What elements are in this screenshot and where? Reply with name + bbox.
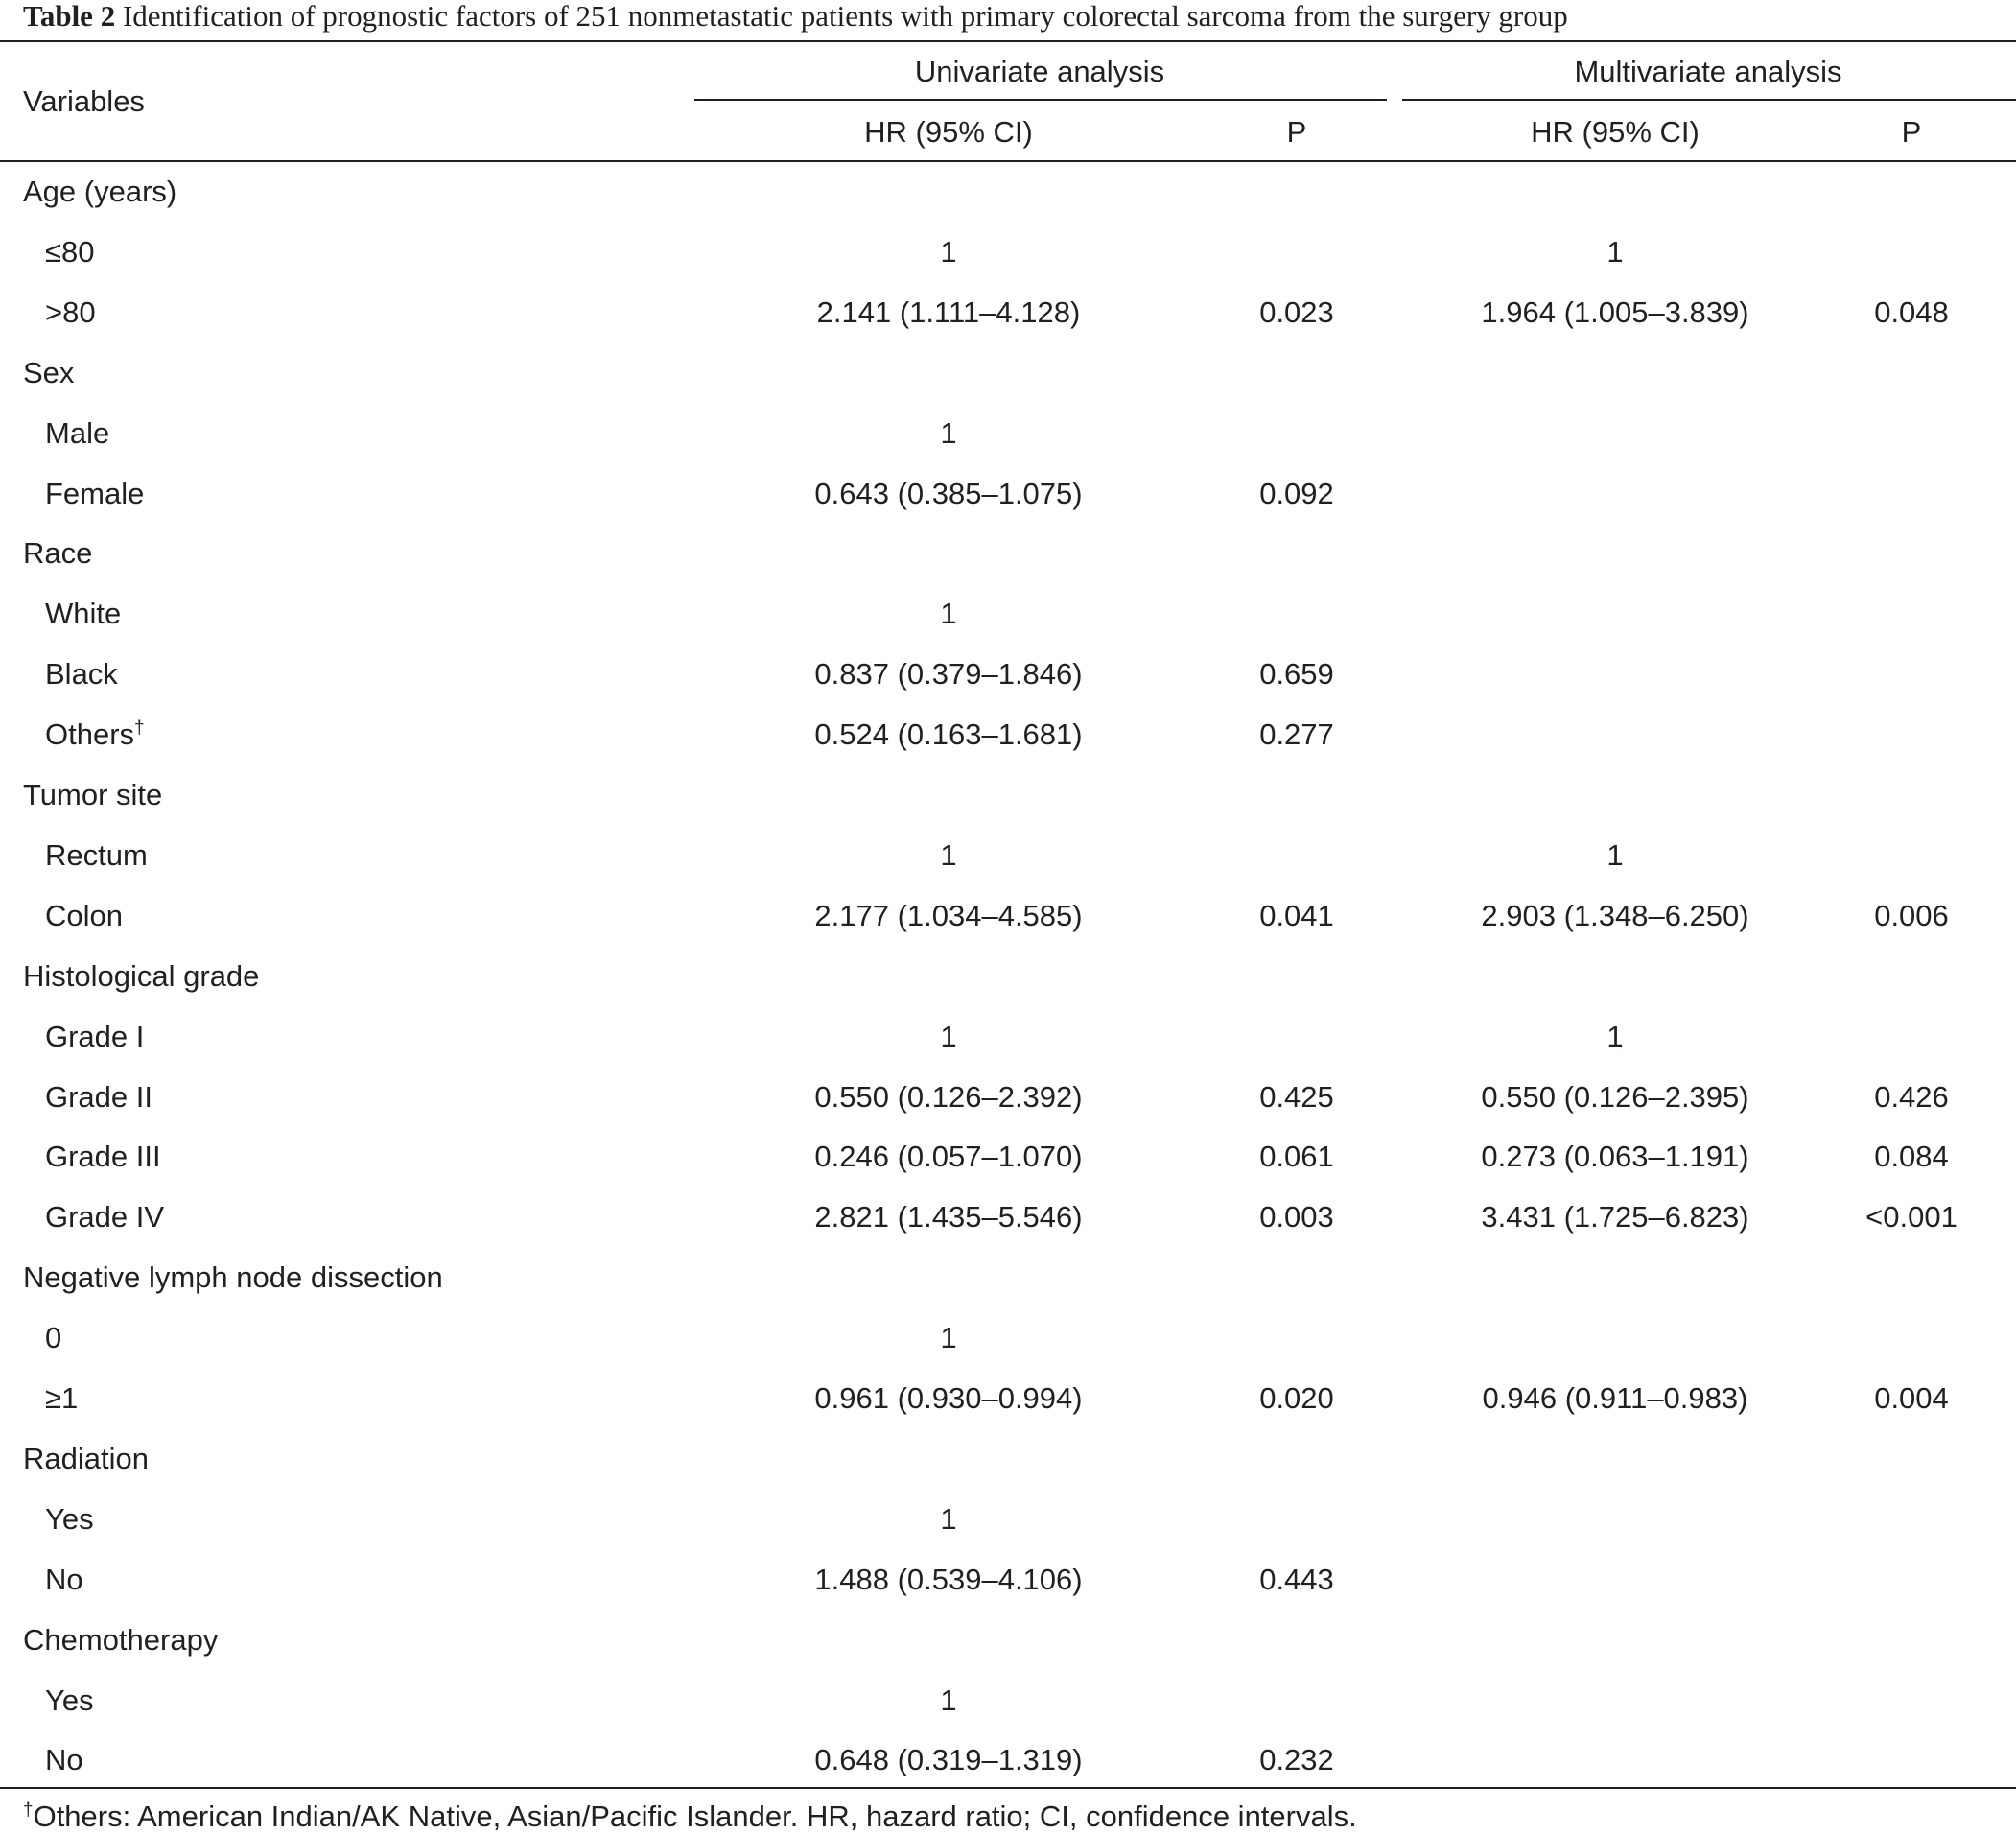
row-label — [45, 295, 96, 330]
row-label-text: Sex — [23, 356, 75, 389]
cell-uni-hr: 1 — [940, 235, 957, 269]
row-label — [45, 899, 123, 933]
cell-uni-p: 0.277 — [1259, 718, 1334, 751]
row-label-text: Black — [45, 657, 118, 691]
row-label-text: Rectum — [45, 838, 148, 872]
row-label-text: 0 — [45, 1321, 62, 1354]
group-label — [23, 778, 162, 812]
cell-multi-p: 0.084 — [1874, 1140, 1949, 1173]
cell-uni-hr: 1 — [940, 1683, 957, 1717]
row-label-text: Grade II — [45, 1080, 152, 1114]
cell-uni-hr: 0.550 (0.126–2.392) — [814, 1080, 1083, 1114]
cell-uni-p: 0.003 — [1259, 1200, 1334, 1234]
row-label-text: Grade III — [45, 1140, 161, 1173]
group-label — [23, 959, 259, 994]
cell-uni-p: 0.023 — [1259, 295, 1334, 329]
table-caption-text: Identification of prognostic factors of 251 nonmetastatic patients with primary colorectal sarcoma from the surgery group — [122, 0, 1568, 33]
row-label-text: Male — [45, 416, 110, 450]
cell-uni-hr: 1 — [940, 838, 957, 872]
row-label-text: Race — [23, 536, 93, 570]
row-label-text: ≥1 — [45, 1381, 79, 1415]
cell-multi-hr: 1 — [1606, 1020, 1624, 1053]
header-uni-hr: HR (95% CI) — [864, 115, 1033, 149]
row-label-text: White — [45, 597, 122, 630]
cell-multi-hr: 2.903 (1.348–6.250) — [1481, 899, 1749, 932]
row-label-text: ≤80 — [45, 235, 95, 269]
cell-uni-hr: 1 — [940, 1502, 957, 1536]
cell-uni-p: 0.659 — [1259, 657, 1334, 691]
cell-multi-hr: 0.550 (0.126–2.395) — [1481, 1080, 1749, 1114]
cell-multi-p: <0.001 — [1865, 1200, 1957, 1234]
cell-multi-p: 0.426 — [1874, 1080, 1949, 1114]
row-label-text: Age (years) — [23, 175, 177, 208]
multivariate-rule — [1402, 99, 2016, 101]
row-label-text: Negative lymph node dissection — [23, 1260, 443, 1294]
row-label-text: Grade IV — [45, 1200, 165, 1234]
header-variables: Variables — [23, 84, 145, 118]
cell-multi-hr: 0.946 (0.911–0.983) — [1482, 1381, 1748, 1415]
row-label — [45, 1020, 144, 1054]
cell-multi-p: 0.006 — [1874, 899, 1949, 932]
cell-uni-hr: 0.648 (0.319–1.319) — [814, 1743, 1083, 1776]
bottom-rule — [0, 1787, 2016, 1789]
cell-uni-hr: 1 — [940, 1020, 957, 1053]
footnote-mark: † — [23, 1800, 34, 1821]
cell-uni-p: 0.425 — [1259, 1080, 1334, 1114]
group-label — [23, 1442, 149, 1476]
row-label — [45, 657, 118, 692]
row-label-text: No — [45, 1743, 83, 1776]
cell-uni-hr: 0.961 (0.930–0.994) — [814, 1381, 1083, 1415]
row-label — [45, 477, 144, 511]
cell-multi-hr: 1 — [1606, 838, 1624, 872]
univariate-rule — [694, 99, 1387, 101]
row-label-text: Yes — [45, 1683, 94, 1717]
row-label — [45, 1683, 94, 1718]
header-multi-p: P — [1901, 115, 1922, 149]
cell-uni-hr: 2.177 (1.034–4.585) — [814, 899, 1083, 932]
row-label — [45, 1200, 164, 1235]
row-label — [45, 718, 145, 752]
group-label — [23, 356, 74, 390]
top-rule — [0, 40, 2016, 42]
row-label-text: >80 — [45, 295, 96, 329]
row-label — [45, 1743, 83, 1777]
cell-uni-hr: 2.141 (1.111–4.128) — [816, 295, 1081, 329]
row-label — [45, 1321, 61, 1355]
cell-uni-hr: 1 — [940, 1321, 957, 1354]
cell-uni-p: 0.020 — [1259, 1381, 1334, 1415]
row-label-text: Others — [45, 718, 135, 751]
cell-multi-p: 0.004 — [1874, 1381, 1949, 1415]
group-label — [23, 1623, 218, 1658]
table-caption — [23, 0, 1568, 33]
row-label — [45, 235, 95, 270]
cell-multi-hr: 0.273 (0.063–1.191) — [1481, 1140, 1749, 1173]
header-univariate: Univariate analysis — [914, 55, 1165, 88]
row-label — [45, 1140, 161, 1174]
row-label-text: Colon — [45, 899, 123, 932]
row-label-text: Chemotherapy — [23, 1623, 219, 1657]
cell-uni-hr: 1.488 (0.539–4.106) — [814, 1563, 1083, 1596]
row-label — [45, 1080, 152, 1115]
cell-uni-p: 0.443 — [1259, 1563, 1334, 1596]
row-label-text: Grade I — [45, 1020, 145, 1053]
row-label-text: Tumor site — [23, 778, 163, 812]
cell-uni-p: 0.232 — [1259, 1743, 1334, 1776]
row-label — [45, 416, 109, 451]
cell-uni-hr: 0.643 (0.385–1.075) — [814, 477, 1083, 510]
header-multivariate: Multivariate analysis — [1574, 55, 1842, 88]
table-caption-label: Table 2 — [23, 0, 116, 33]
header-bottom-rule — [0, 160, 2016, 162]
cell-uni-p: 0.041 — [1259, 899, 1334, 932]
header-uni-p: P — [1286, 115, 1307, 149]
footnote-marker: † — [134, 718, 145, 739]
cell-uni-p: 0.092 — [1259, 477, 1334, 510]
cell-uni-p: 0.061 — [1259, 1140, 1334, 1173]
row-label — [45, 1381, 78, 1416]
cell-multi-hr: 1.964 (1.005–3.839) — [1481, 295, 1749, 329]
row-label-text: Female — [45, 477, 145, 510]
footnote-text: Others: American Indian/AK Native, Asian/Pacific Islander. HR, hazard ratio; CI, confidence intervals. — [33, 1800, 1357, 1833]
group-label — [23, 536, 92, 571]
header-multi-hr: HR (95% CI) — [1531, 115, 1700, 149]
row-label-text: Histological grade — [23, 959, 260, 993]
group-label — [23, 1260, 443, 1295]
row-label — [45, 597, 121, 631]
group-label — [23, 175, 176, 209]
table-footnote — [23, 1800, 1357, 1834]
row-label — [45, 838, 148, 873]
cell-uni-hr: 0.837 (0.379–1.846) — [814, 657, 1083, 691]
cell-uni-hr: 2.821 (1.435–5.546) — [814, 1200, 1083, 1234]
cell-multi-hr: 3.431 (1.725–6.823) — [1481, 1200, 1749, 1234]
cell-uni-hr: 0.246 (0.057–1.070) — [814, 1140, 1083, 1173]
row-label-text: Radiation — [23, 1442, 149, 1475]
row-label — [45, 1502, 94, 1537]
cell-uni-hr: 0.524 (0.163–1.681) — [814, 718, 1083, 751]
row-label-text: Yes — [45, 1502, 94, 1536]
cell-multi-hr: 1 — [1606, 235, 1624, 269]
row-label — [45, 1563, 83, 1597]
cell-uni-hr: 1 — [940, 597, 957, 630]
cell-multi-p: 0.048 — [1874, 295, 1949, 329]
row-label-text: No — [45, 1563, 83, 1596]
cell-uni-hr: 1 — [940, 416, 957, 450]
